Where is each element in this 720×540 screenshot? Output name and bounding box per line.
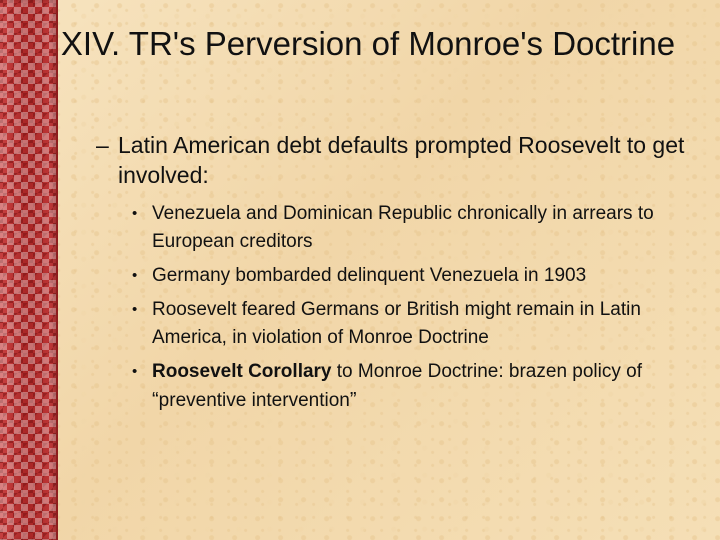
open-quote: “	[152, 389, 159, 411]
list-item-text: Roosevelt feared Germans or British might remain in Latin America, in violation of Monroe Doctrine	[152, 299, 641, 348]
bullet-icon: •	[132, 363, 138, 380]
dash-marker: –	[96, 132, 109, 158]
close-quote: ”	[349, 389, 357, 411]
bullet-icon: •	[132, 301, 138, 318]
bullet-icon: •	[132, 267, 138, 284]
list-item	[132, 200, 696, 256]
list-item	[132, 262, 696, 290]
decorative-border-strip	[0, 0, 58, 540]
slide-body	[96, 130, 696, 421]
list-item	[132, 358, 696, 415]
list-item-text: Germany bombarded delinquent Venezuela in 1903	[152, 265, 587, 286]
roosevelt-corollary-term: Roosevelt Corollary	[152, 361, 332, 382]
sub-bullet-list	[96, 200, 696, 415]
main-point-text: Latin American debt defaults prompted Roosevelt to get involved:	[118, 132, 685, 188]
list-item-text: to Monroe Doctrine: brazen policy of	[331, 361, 642, 382]
slide-title: XIV. TR's Perversion of Monroe's Doctrine	[60, 25, 676, 62]
main-point	[96, 130, 696, 190]
quoted-phrase: preventive intervention	[158, 390, 350, 411]
bullet-icon: •	[132, 205, 138, 222]
list-item-text: Venezuela and Dominican Republic chronically in arrears to European creditors	[152, 203, 654, 252]
list-item	[132, 296, 696, 352]
